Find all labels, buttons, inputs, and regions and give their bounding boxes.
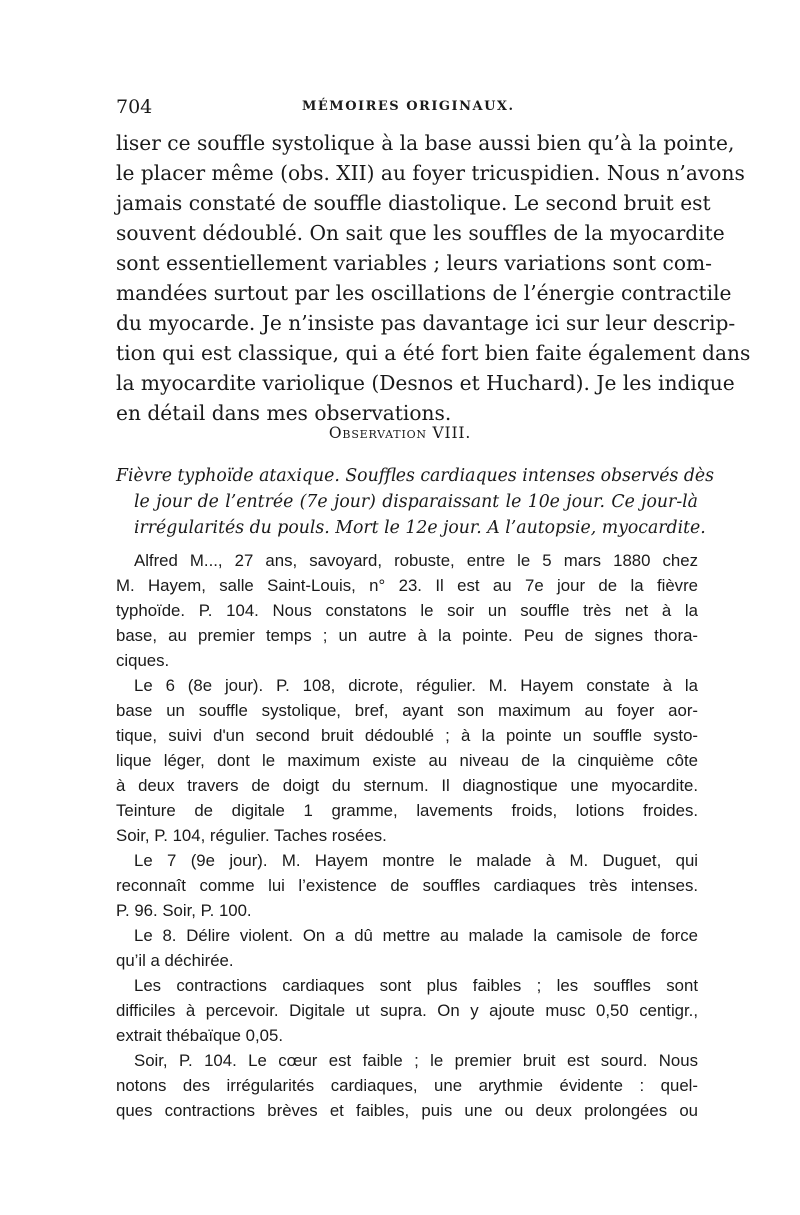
running-title: MÉMOIRES ORIGINAUX. (302, 99, 515, 114)
text-line: jamais constaté de souffle diastolique. Le second bruit est (116, 191, 711, 215)
observation-line: Soir, P. 104, régulier. Taches rosées. (116, 826, 387, 845)
text-line: la myocardite variolique (Desnos et Huchard). Je les indique (116, 371, 735, 395)
observation-line: base un souffle systolique, bref, ayant son maximum au foyer aor- (116, 701, 698, 720)
observation-line: typhoïde. P. 104. Nous constatons le soir un souffle très net à la (116, 601, 698, 620)
text-line: souvent dédoublé. On sait que les souffles de la myocardite (116, 221, 725, 245)
text-line: liser ce souffle systolique à la base aussi bien qu’à la pointe, (116, 131, 735, 155)
observation-line: lique léger, dont le maximum existe au niveau de la cinquième côte (116, 751, 698, 770)
text-line: mandées surtout par les oscillations de l’énergie contractile (116, 281, 732, 305)
observation-line: notons des irrégularités cardiaques, une arythmie évidente : quel- (116, 1076, 698, 1095)
text-line: le placer même (obs. XII) au foyer tricuspidien. Nous n’avons (116, 161, 745, 185)
observation-line: M. Hayem, salle Saint-Louis, n° 23. Il est au 7e jour de la fièvre (116, 576, 698, 595)
observation-title: Observation VIII. (328, 424, 472, 442)
observation-line: qu’il a déchirée. (116, 951, 234, 970)
observation-line: Les contractions cardiaques sont plus faibles ; les souffles sont (134, 976, 698, 995)
observation-line: Le 8. Délire violent. On a dû mettre au malade la camisole de force (134, 926, 698, 945)
observation-line: Le 7 (9e jour). M. Hayem montre le malade à M. Duguet, qui (134, 851, 698, 870)
observation-line: Le 6 (8e jour). P. 108, dicrote, régulier. M. Hayem constate à la (134, 676, 698, 695)
page-header (116, 96, 698, 122)
observation-line: reconnaît comme lui l’existence de souffles cardiaques très intenses. (116, 876, 698, 895)
page-number: 704 (116, 96, 153, 118)
observation-line: à deux travers de doigt du sternum. Il diagnostique une myocardite. (116, 776, 698, 795)
observation-line: tique, suivi d'un second bruit dédoublé ; à la pointe un souffle systo- (116, 726, 698, 745)
observation-line: ques contractions brèves et faibles, puis une ou deux prolongées ou (116, 1101, 698, 1120)
observation-line: difficiles à percevoir. Digitale ut supra. On y ajoute musc 0,50 centigr., (116, 1001, 698, 1020)
summary-line: le jour de l’entrée (7e jour) disparaissant le 10e jour. Ce jour-là (134, 492, 698, 512)
text-line: tion qui est classique, qui a été fort bien faite également dans (116, 341, 751, 365)
observation-text (116, 548, 698, 1123)
text-line: en détail dans mes observations. (116, 401, 452, 425)
summary-line: Fièvre typhoïde ataxique. Souffles cardiaques intenses observés dès (116, 466, 714, 486)
observation-line: ciques. (116, 651, 170, 670)
body-paragraph (116, 128, 751, 428)
text-line: sont essentiellement variables ; leurs variations sont com- (116, 251, 712, 275)
observation-line: Teinture de digitale 1 gramme, lavements froids, lotions froides. (116, 801, 698, 820)
observation-line: Soir, P. 104. Le cœur est faible ; le premier bruit est sourd. Nous (134, 1051, 698, 1070)
observation-line: P. 96. Soir, P. 100. (116, 901, 252, 920)
observation-summary (116, 463, 714, 541)
observation-line: Alfred M..., 27 ans, savoyard, robuste, entre le 5 mars 1880 chez (134, 551, 698, 570)
text-line: du myocarde. Je n’insiste pas davantage ici sur leur descrip- (116, 311, 736, 335)
summary-line: irrégularités du pouls. Mort le 12e jour. A l’autopsie, myocardite. (134, 518, 706, 538)
observation-line: extrait thébaïque 0,05. (116, 1026, 284, 1045)
observation-line: base, au premier temps ; un autre à la pointe. Peu de signes thora- (116, 626, 698, 645)
